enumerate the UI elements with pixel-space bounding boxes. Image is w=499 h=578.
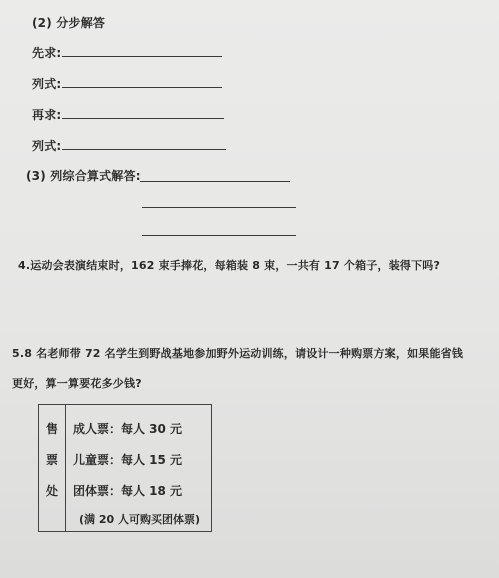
label-then: 再求:	[32, 108, 62, 122]
ticket-price-box	[38, 404, 212, 532]
part2-heading: (2) 分步解答	[32, 16, 106, 30]
answer-line-4[interactable]	[62, 149, 226, 150]
child-ticket-price: 儿童票：每人 15 元	[73, 453, 183, 467]
group-ticket-note: (满 20 人可购买团体票)	[79, 513, 201, 526]
part3-heading: (3) 列综合算式解答:	[26, 169, 141, 183]
answer-line-1[interactable]	[62, 56, 222, 57]
label-formula-1: 列式:	[32, 77, 62, 91]
ticket-office-column	[39, 405, 66, 531]
ticket-office-char-3: 处	[46, 484, 59, 498]
ticket-office-char-1: 售	[46, 422, 59, 436]
ticket-office-char-2: 票	[46, 453, 59, 467]
answer-line-5[interactable]	[140, 181, 290, 182]
answer-line-2[interactable]	[62, 87, 222, 88]
question-5-line-1: 5.8 名老师带 72 名学生到野战基地参加野外运动训练，请设计一种购票方案，如果能省钱	[12, 347, 464, 360]
label-formula-2: 列式:	[32, 139, 62, 153]
group-ticket-price: 团体票：每人 18 元	[73, 484, 183, 498]
question-4: 4.运动会表演结束时，162 束手捧花，每箱装 8 束，一共有 17 个箱子，装得下吗?	[18, 259, 441, 272]
label-first: 先求:	[32, 46, 62, 60]
question-5-line-2: 更好，算一算要花多少钱?	[12, 377, 142, 390]
adult-ticket-price: 成人票：每人 30 元	[73, 422, 183, 436]
answer-line-7[interactable]	[142, 235, 296, 236]
answer-line-3[interactable]	[62, 118, 224, 119]
answer-line-6[interactable]	[142, 207, 296, 208]
